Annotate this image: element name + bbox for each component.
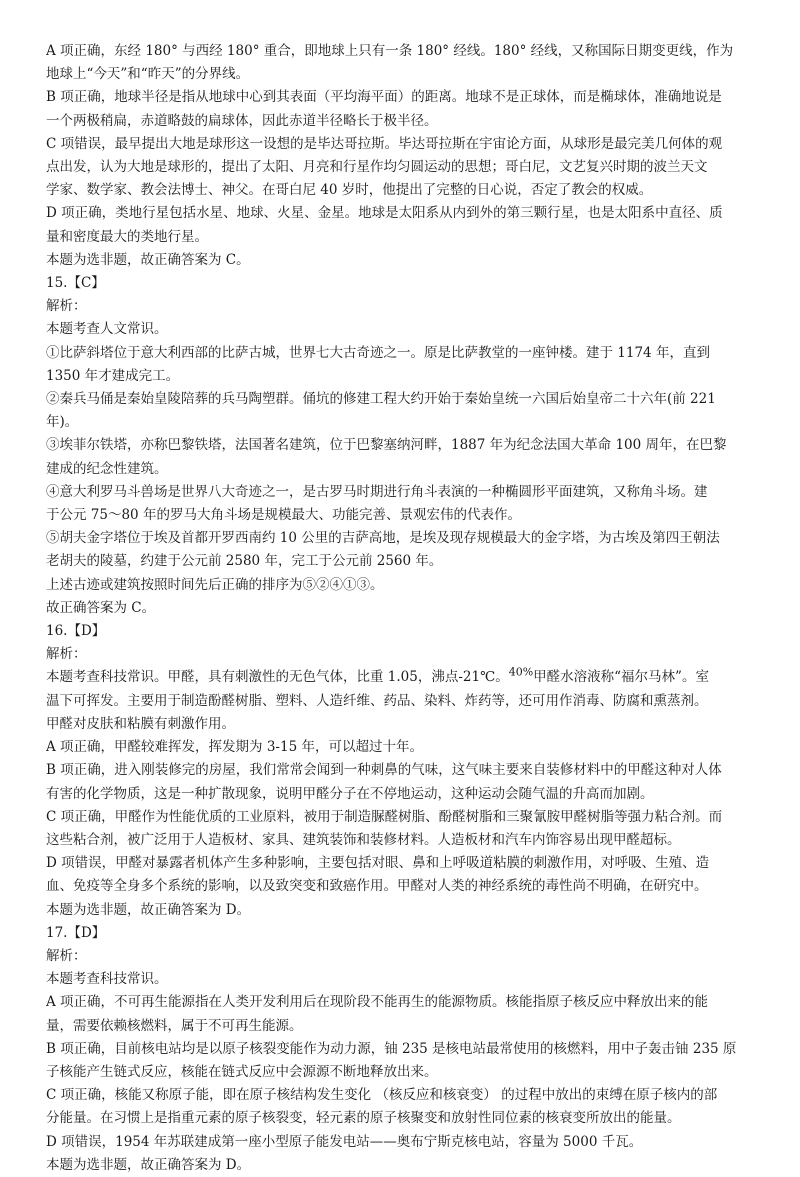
text-line: 这些粘合剂，被广泛用于人造板材、家具、建筑装饰和装修材料。人造板材和汽车内饰容易出现甲醛超标。	[46, 831, 681, 848]
text-line: 量和密度最大的类地行星。	[46, 228, 208, 245]
percent-superscript: 40%	[508, 666, 534, 679]
text-line: B 项正确，目前核电站均是以原子核裂变能作为动力源，铀 235 是核电站最常使用的核燃料，用中子轰击铀 235 原	[46, 1040, 737, 1057]
text-line: ④意大利罗马斗兽场是世界八大奇迹之一，是古罗马时期进行角斗表演的一种椭圆形平面建筑，又称角斗场。建	[46, 483, 708, 500]
text-line: B 项正确，进入刚装修完的房屋，我们常常会闻到一种刺鼻的气味，这气味主要来自装修材料中的甲醛这种对人体	[46, 762, 722, 779]
text-line: 温下可挥发。主要用于制造酚醛树脂、塑料、人造纤维、药品、染料、炸药等，还可用作消毒、防腐和熏蒸剂。	[46, 692, 708, 709]
text-line: 老胡夫的陵墓，约建于公元前 2580 年，完工于公元前 2560 年。	[46, 553, 443, 570]
text-line: ⑤胡夫金字塔位于埃及首都开罗西南约 10 公里的吉萨高地，是埃及现存规模最大的金字塔，为古埃及第四王朝法	[46, 530, 720, 547]
text-line: 本题为选非题，故正确答案为 C。	[46, 251, 250, 268]
text-line: 分能量。在习惯上是指重元素的原子核裂变，轻元素的原子核聚变和放射性同位素的核衰变所放出的能量。	[46, 1110, 681, 1127]
text-line: 上述古迹或建筑按照时间先后正确的排序为⑤②④①③。	[46, 576, 384, 593]
text-line: 解析：	[46, 947, 87, 964]
text-segment: 本题考查科技常识。甲醛，具有刺激性的无色气体，比重 1.05，沸点-21℃。	[46, 669, 509, 686]
text-line: 量，需要依赖核燃料，属于不可再生能源。	[46, 1017, 303, 1034]
text-line: 15.【C】	[46, 275, 105, 292]
text-line: C 项正确，核能又称原子能，即在原子核结构发生变化 （核反应和核衰变） 的过程中放出的束缚在原子核内的部	[46, 1087, 718, 1104]
text-line: ②秦兵马俑是秦始皇陵陪葬的兵马陶塑群。俑坑的修建工程大约开始于秦始皇统一六国后始皇帝二十六年(前 221	[46, 391, 716, 408]
text-line: D 项正确，类地行星包括水星、地球、火星、金星。地球是太阳系从内到外的第三颗行星，也是太阳系中直径、质	[46, 205, 723, 222]
text-line: C 项正确，甲醛作为性能优质的工业原料，被用于制造脲醛树脂、酚醛树脂和三聚氰胺甲醛树脂等强力粘合剂。而	[46, 808, 723, 825]
text-line: A 项正确，甲醛较难挥发，挥发期为 3-15 年，可以超过十年。	[46, 739, 423, 756]
text-line: 年)。	[46, 414, 79, 431]
text-line: 地球上“今天”和“昨天”的分界线。	[46, 66, 250, 83]
text-line: 17.【D】	[46, 924, 106, 941]
text-line: D 项错误，1954 年苏联建成第一座小型原子能发电站——奥布宁斯克核电站，容量为 5000 千瓦。	[46, 1133, 643, 1150]
text-line: 建成的纪念性建筑。	[46, 460, 168, 477]
text-line: 16.【D】	[46, 623, 106, 640]
text-line: 解析：	[46, 646, 87, 663]
text-line: 本题考查科技常识。	[46, 971, 168, 988]
text-line: 本题为选非题，故正确答案为 D。	[46, 1156, 251, 1173]
text-line: ③埃菲尔铁塔，亦称巴黎铁塔，法国著名建筑，位于巴黎塞纳河畔，1887 年为纪念法国大革命 100 周年，在巴黎	[46, 437, 727, 454]
text-line: B 项正确，地球半径是指从地球中心到其表面（平均海平面）的距离。地球不是正球体，而是椭球体，准确地说是	[46, 89, 722, 106]
text-line	[46, 666, 762, 689]
text-line: 解析：	[46, 298, 87, 315]
text-line: 血、免疫等全身多个系统的影响，以及致突变和致癌作用。甲醛对人类的神经系统的毒性尚不明确，在研究中。	[46, 878, 708, 895]
text-segment: 甲醛水溶液称“福尔马林”。室	[533, 669, 709, 686]
text-line: 本题考查人文常识。	[46, 321, 168, 338]
text-line: 子核能产生链式反应，核能在链式反应中会源源不断地释放出来。	[46, 1063, 438, 1080]
text-line: 于公元 75～80 年的罗马大角斗场是规模最大、功能完善、景观宏伟的代表作。	[46, 507, 521, 524]
text-line: 本题为选非题，故正确答案为 D。	[46, 901, 251, 918]
text-line: 一个两极稍扁，赤道略鼓的扁球体，因此赤道半径略长于极半径。	[46, 112, 438, 129]
text-line: 有害的化学物质，这是一种扩散现象，说明甲醛分子在不停地运动，这种运动会随气温的升高而加剧。	[46, 785, 654, 802]
text-line: 学家、数学家、教会法博士、神父。在哥白尼 40 岁时，他提出了完整的日心说，否定了教会的权威。	[46, 182, 653, 199]
text-line: 甲醛对皮肤和粘膜有刺激作用。	[46, 715, 235, 732]
text-line: D 项错误，甲醛对暴露者机体产生多种影响，主要包括对眼、鼻和上呼吸道粘膜的刺激作用，对呼吸、生殖、造	[46, 855, 710, 872]
text-line: 故正确答案为 C。	[46, 599, 156, 616]
text-line: 点出发，认为大地是球形的，提出了太阳、月亮和行星作均匀圆运动的思想；哥白尼，文艺复兴时期的波兰天文	[46, 159, 708, 176]
text-line: C 项错误，最早提出大地是球形这一设想的是毕达哥拉斯。毕达哥拉斯在宇宙论方面，从球形是最完美几何体的观	[46, 135, 723, 152]
text-line: ①比萨斜塔位于意大利西部的比萨古城，世界七大古奇迹之一。原是比萨教堂的一座钟楼。建于 1174 年，直到	[46, 344, 710, 361]
text-line: A 项正确，不可再生能源指在人类开发利用后在现阶段不能再生的能源物质。核能指原子核反应中释放出来的能	[46, 994, 709, 1011]
text-line: 1350 年才建成完工。	[46, 367, 180, 384]
text-line: A 项正确，东经 180° 与西经 180° 重合，即地球上只有一条 180° 经线。180° 经线，又称国际日期变更线，作为	[46, 43, 734, 59]
